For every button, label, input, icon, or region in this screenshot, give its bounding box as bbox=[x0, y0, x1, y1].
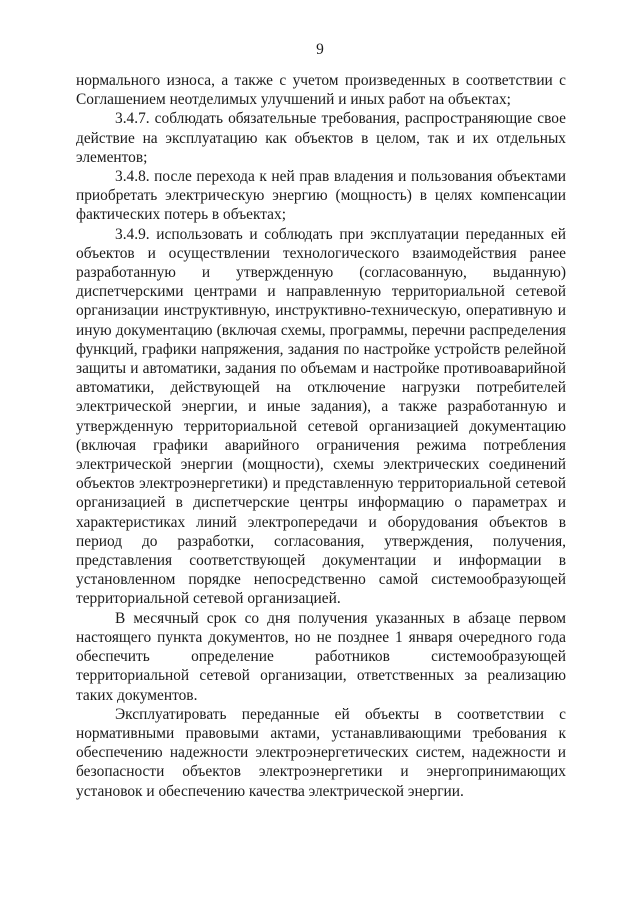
paragraph-operate-objects: Эксплуатировать переданные ей объекты в соответствии с нормативными правовыми актами, устанавливающими требования к обеспечению надежности электроэнергетических систем, надежности и безопасности объектов электроэнергетики и энергопринимающих установок и обеспечению качества электрической энергии. bbox=[76, 705, 566, 800]
document-body bbox=[76, 71, 566, 801]
paragraph-3-4-8: 3.4.8. после перехода к ней прав владения и пользования объектами приобретать электрическую энергию (мощность) в целях компенсации фактических потерь в объектах; bbox=[76, 168, 566, 224]
paragraph-3-4-9: 3.4.9. использовать и соблюдать при эксплуатации переданных ей объектов и осуществлении технологического взаимодействия ранее разработанную и утвержденную (согласованную, выданную) диспетчерскими центрами и направленную территориальной сетевой организации инструктивную, инструктивно-техническую, оперативную и иную документацию (включая схемы, программы, перечни распределения функций, графики напряжения, задания по настройке устройств релейной защиты и автоматики, задания по объемам и настройке противоаварийной автоматики, действующей на отключение нагрузки потребителей электрической энергии, и иные задания), а также разработанную и утвержденную территориальной сетевой организацией документацию (включая графики аварийного ограничения режима потребления электрической энергии (мощности), схемы электрических соединений объектов электроэнергетики) и представленную территориальной сетевой организацией в диспетчерские центры информацию о параметрах и характеристиках линий электропередачи и оборудования объектов в период до разработки, согласования, утверждения, получения, представления соответствующей документации и информации в установленном порядке непосредственно самой системообразующей территориальной сетевой организацией. bbox=[76, 225, 566, 608]
paragraph-continuation: нормального износа, а также с учетом произведенных в соответствии с Соглашением неотделимых улучшений и иных работ на объектах; bbox=[76, 72, 566, 109]
page-number: 9 bbox=[316, 41, 324, 58]
paragraph-3-4-7: 3.4.7. соблюдать обязательные требования, распространяющие свое действие на эксплуатацию как объектов в целом, так и их отдельных элементов; bbox=[76, 110, 566, 166]
paragraph-monthly-term: В месячный срок со дня получения указанных в абзаце первом настоящего пункта документов, но не позднее 1 января очередного года обеспечить определение работников системообразующей территориальной сетевой организации, ответственных за реализацию таких документов. bbox=[76, 609, 566, 704]
